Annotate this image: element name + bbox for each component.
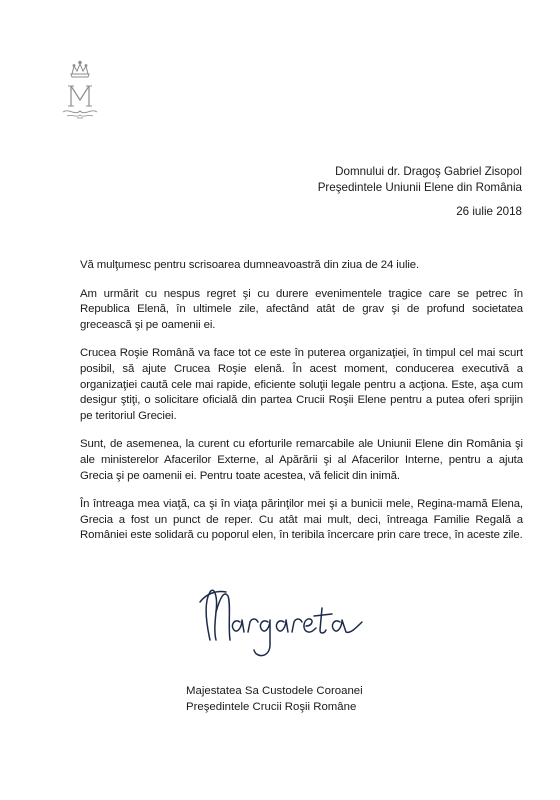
letter-body	[80, 258, 523, 557]
recipient-name: Domnului dr. Dragoş Gabriel Zisopol	[335, 165, 522, 178]
paragraph: Am urmărit cu nespus regret şi cu durere evenimentele tragice care se petrec în Republica Elenă, în ultimele zile, afectând atât de grav şi de profund societatea grecească şi pe oamenii ei.	[80, 287, 523, 331]
signer-role: Preşedintele Crucii Roşii Române	[186, 700, 357, 713]
royal-monogram-icon	[55, 60, 105, 122]
signer-title: Majestatea Sa Custodele Coroanei	[186, 685, 363, 697]
paragraph: În întreaga mea viaţă, ca şi în viaţa părinţilor mei şi a bunicii mele, Regina-mamă Elena, Grecia a fost un punct de reper. Cu atât mai mult, deci, întreaga Familie Regală a României este solidară cu poporul elen, în teribila încercare prin care trece, în aceste zile.	[80, 498, 523, 542]
paragraph: Crucea Roşie Română va face tot ce este în puterea organizaţiei, în timpul cel mai scurt posibil, să ajute Crucea Roşie elenă. În acest moment, conducerea executivă a organizaţiei caută cele mai rapide, eficiente soluţii legale pentru a acţiona. Este, aşa cum desigur ştiţi, o solicitare oficială din partea Crucii Roşii Elene pentru a putea oferi sprijin pe teritoriul Greciei.	[80, 347, 523, 422]
signature-icon	[196, 582, 376, 662]
paragraph: Sunt, de asemenea, la curent cu eforturile remarcabile ale Uniunii Elene din România şi ale ministerelor Afacerilor Externe, al Apărării şi al Afacerilor Interne, pentru a ajuta Grecia şi pe oamenii ei. Pentru toate acestea, vă felicit din inimă.	[80, 438, 523, 482]
letter-date: 26 iulie 2018	[456, 205, 522, 218]
recipient-address	[240, 164, 522, 196]
paragraph: Vă mulţumesc pentru scrisoarea dumneavoastră din ziua de 24 iulie.	[80, 259, 420, 271]
recipient-title: Preşedintele Uniunii Elene din România	[317, 181, 522, 194]
closing-signature-block	[186, 684, 426, 715]
